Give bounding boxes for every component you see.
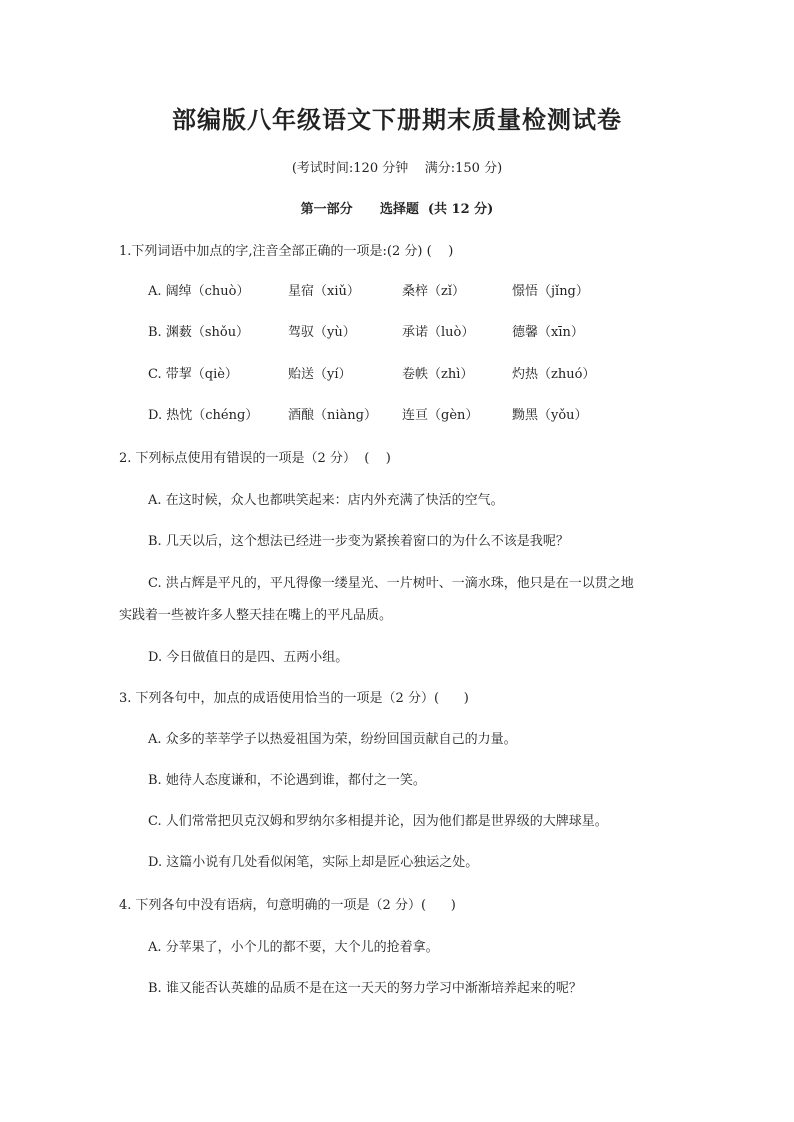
q1-option-c-1: C. 带挈（qiè） [148,367,238,382]
question-2-stem: 2. 下列标点使用有错误的一项是（2 分） ( ) [119,451,391,466]
q1-option-c-3: 卷帙（zhì） [402,367,474,382]
q1-option-b-1: B. 渊薮（shǒu） [148,325,250,340]
q4-option-b: B. 谁又能否认英雄的品质不是在这一天天的努力学习中渐渐培养起来的呢？ [148,981,582,996]
part-heading: 第一部分 选择题 (共 12 分) [300,202,494,217]
q4-option-a: A. 分苹果了，小个儿的都不要，大个儿的抢着拿。 [148,940,439,955]
q2-option-b: B. 几天以后，这个想法已经进一步变为紧挨着窗口的为什么不该是我呢？ [148,534,569,549]
q2-option-a: A. 在这时候，众人也都哄笑起来：店内外充满了快活的空气。 [148,493,504,508]
question-3-stem: 3. 下列各句中，加点的成语使用恰当的一项是（2 分）( ) [119,691,469,706]
q2-option-c: C. 洪占辉是平凡的，平凡得像一缕星光、一片树叶、一滴水珠，他只是在一以贯之地 [148,576,634,591]
q1-option-d-4: 黝黑（yǒu） [512,408,588,423]
exam-title: 部编版八年级语文下册期末质量检测试卷 [172,106,622,134]
q3-option-b: B. 她待人态度谦和，不论遇到谁，都付之一笑。 [148,773,426,788]
q3-option-d: D. 这篇小说有几处看似闲笔，实际上却是匠心独运之处。 [148,855,479,870]
q3-option-c: C. 人们常常把贝克汉姆和罗纳尔多相提并论，因为他们都是世界级的大牌球星。 [148,814,608,829]
q3-option-a: A. 众多的莘莘学子以热爱祖国为荣，纷纷回国贡献自己的力量。 [148,732,517,747]
q1-option-b-2: 驾驭（yù） [288,325,356,340]
q2-option-d: D. 今日做值日的是四、五两小组。 [148,650,349,665]
q1-option-c-2: 贻送（yí） [288,367,352,382]
q1-option-c-4: 灼热（zhuó） [512,367,596,382]
q1-option-a-2: 星宿（xiǔ） [288,284,360,299]
q1-option-d-3: 连亘（gèn） [402,408,479,423]
exam-info: (考试时间:120 分钟 满分:150 分) [291,161,503,176]
q1-option-a-1: A. 阔绰（chuò） [148,284,250,299]
q1-option-b-3: 承诺（luò） [402,325,475,340]
q1-option-d-1: D. 热忱（chénɡ） [148,408,259,423]
q1-option-a-4: 憬悟（jǐng） [512,284,589,299]
q1-option-a-3: 桑梓（zǐ） [402,284,466,299]
q1-option-d-2: 酒酿（niànɡ） [288,408,377,423]
question-4-stem: 4. 下列各句中没有语病，句意明确的一项是（2 分）( ) [119,898,456,913]
question-1-stem: 1.下列词语中加点的字,注音全部正确的一项是:(2 分) ( ) [119,244,454,259]
q1-option-b-4: 德馨（xīn） [512,325,584,340]
q2-option-c-continued: 实践着一些被许多人整天挂在嘴上的平凡品质。 [119,608,393,623]
